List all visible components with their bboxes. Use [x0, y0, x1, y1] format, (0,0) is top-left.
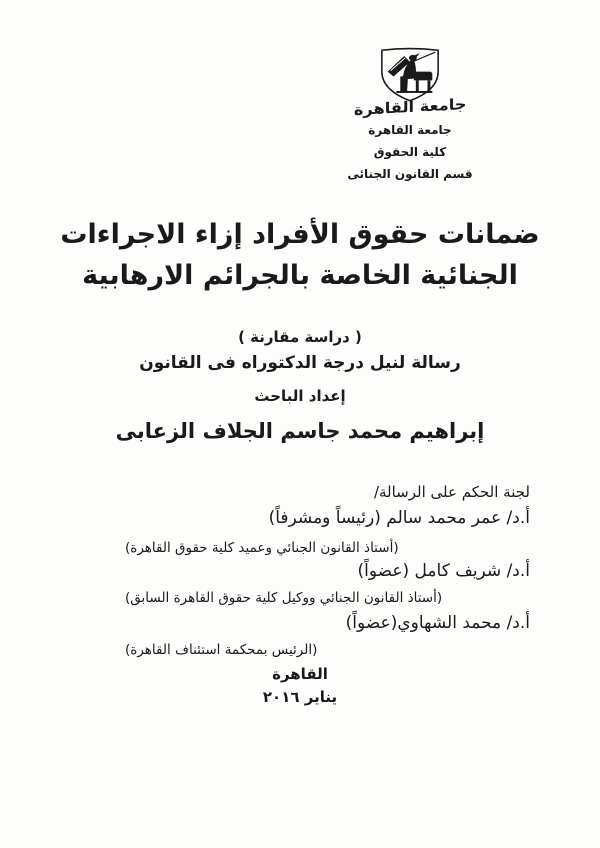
- committee-member-title: (أستاذ القانون الجنائي ووكيل كلية حقوق القاهرة السابق): [125, 590, 443, 606]
- date-label: يناير ٢٠١٦: [262, 688, 338, 706]
- committee-member-name: أ.د/ عمر محمد سالم (رئيساً ومشرفاً): [268, 508, 530, 528]
- cairo-university-scribe-shield-icon: [377, 46, 443, 103]
- committee-member-title: (الرئيس بمحكمة استئناف القاهرة): [125, 642, 318, 658]
- prepared-by-label: إعداد الباحث: [254, 387, 346, 405]
- study-type-label: ( دراسة مقارنة ): [238, 328, 362, 346]
- department-name: قسم القانون الجنائى: [347, 167, 473, 181]
- thesis-title-line2: الجنائية الخاصة بالجرائم الارهابية: [82, 260, 518, 291]
- committee-member-name: أ.د/ شريف كامل (عضواً): [357, 561, 530, 581]
- researcher-name: إبراهيم محمد جاسم الجلاف الزعابى: [115, 419, 485, 443]
- committee-heading: لجنة الحكم على الرسالة/: [373, 483, 530, 501]
- emblem-calligraphy-text: جامعة القاهرة: [353, 95, 467, 119]
- committee-member-name: أ.د/ محمد الشهاوي(عضواً): [345, 613, 530, 633]
- university-emblem-block: [308, 46, 512, 180]
- university-name: جامعة القاهرة: [368, 123, 452, 137]
- faculty-name: كلية الحقوق: [373, 145, 447, 159]
- degree-statement: رسالة لنيل درجة الدكتوراه فى القانون: [139, 353, 461, 373]
- city-label: القاهرة: [272, 665, 328, 683]
- committee-member-title: (أستاذ القانون الجنائي وعميد كلية حقوق القاهرة): [125, 540, 399, 556]
- thesis-title-line1: ضمانات حقوق الأفراد إزاء الاجراءات: [60, 219, 540, 250]
